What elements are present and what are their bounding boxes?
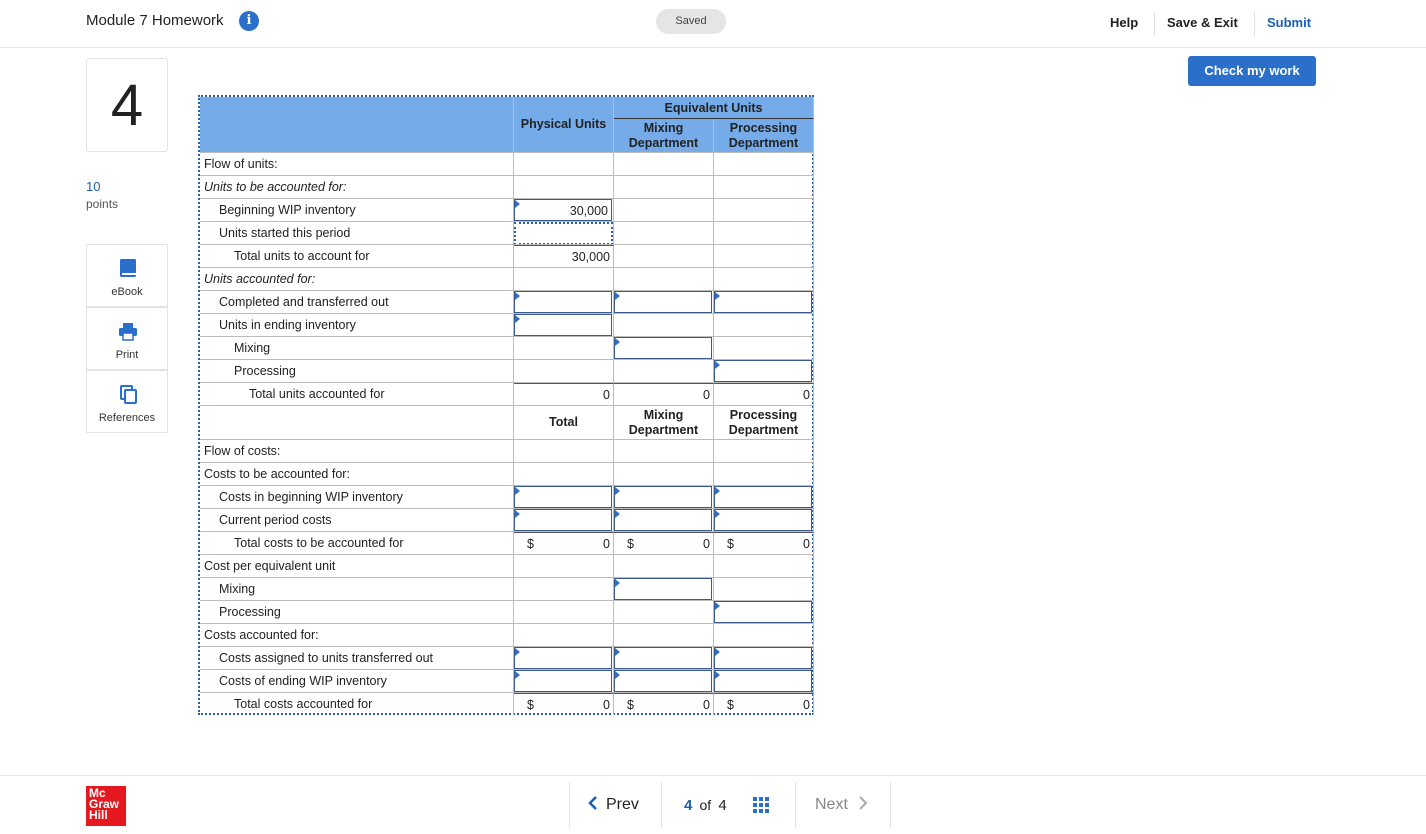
input-cell <box>514 486 614 509</box>
input-cell <box>514 647 614 670</box>
beginning-wip-value: 30,000 <box>569 204 608 218</box>
help-link[interactable]: Help <box>1110 15 1139 30</box>
prev-button[interactable] <box>569 782 661 828</box>
total-units-accounted-processing: 0 <box>714 383 814 406</box>
next-label: Next <box>815 796 848 813</box>
empty-cell <box>614 222 714 245</box>
points-value: 10 <box>86 179 101 194</box>
empty-cell <box>514 578 614 601</box>
empty-cell <box>714 578 814 601</box>
input-cell <box>714 647 814 670</box>
total-units-to-account-label: Total units to account for <box>200 245 514 268</box>
beginning-wip-physical-input[interactable] <box>514 199 612 221</box>
total-costs-accounted-processing-value: 0 <box>803 698 810 712</box>
empty-cell <box>714 555 814 578</box>
top-bar <box>0 0 1426 48</box>
total-costs-to-account-mixing <box>614 532 714 555</box>
completed-physical-input[interactable] <box>514 291 612 313</box>
currency-symbol: $ <box>627 698 634 712</box>
currency-symbol: $ <box>727 698 734 712</box>
units-to-account-label: Units to be accounted for: <box>200 176 514 199</box>
empty-cell <box>514 337 614 360</box>
empty-cell <box>614 268 714 291</box>
total-units-accounted-mixing: 0 <box>614 383 714 406</box>
input-cell <box>514 509 614 532</box>
cost-per-eu-label: Cost per equivalent unit <box>200 555 514 578</box>
empty-cell <box>614 624 714 647</box>
chevron-left-icon <box>588 796 598 810</box>
input-cell <box>614 291 714 314</box>
total-costs-to-account-total-value: 0 <box>603 537 610 551</box>
question-number-box <box>86 58 168 152</box>
next-button[interactable] <box>795 782 891 828</box>
completed-processing-input[interactable] <box>714 291 812 313</box>
ending-processing-label: Processing <box>200 360 514 383</box>
divider <box>1154 12 1155 36</box>
units-started-physical-input[interactable] <box>514 222 613 245</box>
empty-cell <box>714 199 814 222</box>
total-pages: 4 <box>718 797 727 814</box>
empty-cell <box>714 268 814 291</box>
costs-to-account-label: Costs to be accounted for: <box>200 463 514 486</box>
completed-mixing-input[interactable] <box>614 291 712 313</box>
mixing-department-cost-header: Mixing Department <box>614 406 714 440</box>
points-label: points <box>86 197 119 211</box>
current-costs-total-input[interactable] <box>514 509 612 531</box>
empty-cell <box>614 555 714 578</box>
costs-transferred-mixing-input[interactable] <box>614 647 712 669</box>
empty-cell <box>714 314 814 337</box>
costs-transferred-total-input[interactable] <box>514 647 612 669</box>
book-icon <box>118 257 138 279</box>
ebook-label: eBook <box>111 286 143 298</box>
beginning-wip-label: Beginning WIP inventory <box>200 199 514 222</box>
info-icon[interactable]: i <box>239 11 259 31</box>
equivalent-units-header: Equivalent Units <box>614 97 814 119</box>
grid-icon[interactable] <box>753 797 770 814</box>
references-label: References <box>98 412 156 424</box>
total-costs-accounted-label: Total costs accounted for <box>200 693 514 715</box>
empty-cell <box>714 440 814 463</box>
total-header: Total <box>514 406 614 440</box>
total-units-to-account-value: 30,000 <box>514 245 614 268</box>
mcgraw-hill-logo <box>86 786 126 826</box>
input-cell <box>614 647 714 670</box>
input-cell <box>714 601 814 624</box>
completed-transferred-label: Completed and transferred out <box>200 291 514 314</box>
page-of: of <box>699 797 712 813</box>
current-period-costs-label: Current period costs <box>200 509 514 532</box>
total-costs-accounted-total-value: 0 <box>603 698 610 712</box>
empty-cell <box>614 199 714 222</box>
logo-line: Hill <box>89 808 108 822</box>
input-cell <box>614 337 714 360</box>
saved-status-badge: Saved <box>656 9 726 34</box>
currency-symbol: $ <box>527 537 534 551</box>
currency-symbol: $ <box>627 537 634 551</box>
ending-processing-input[interactable] <box>714 360 812 382</box>
total-costs-accounted-total <box>514 693 614 715</box>
total-costs-accounted-processing <box>714 693 814 715</box>
input-cell <box>714 486 814 509</box>
empty-cell <box>514 440 614 463</box>
ending-inventory-physical-input[interactable] <box>514 314 612 336</box>
units-started-label: Units started this period <box>200 222 514 245</box>
print-label: Print <box>115 349 139 361</box>
input-cell <box>714 291 814 314</box>
processing-department-cost-header: Processing Department <box>714 406 814 440</box>
costs-ending-wip-label: Costs of ending WIP inventory <box>200 670 514 693</box>
ending-mixing-label: Mixing <box>200 337 514 360</box>
divider <box>1254 12 1255 36</box>
total-costs-accounted-mixing-value: 0 <box>703 698 710 712</box>
current-page: 4 <box>684 797 693 814</box>
processing-department-header: Processing Department <box>714 119 814 153</box>
check-my-work-button[interactable]: Check my work <box>1188 56 1316 86</box>
costs-beginning-wip-label: Costs in beginning WIP inventory <box>200 486 514 509</box>
empty-cell <box>614 153 714 176</box>
question-number: 4 <box>110 73 144 138</box>
input-cell <box>714 670 814 693</box>
empty-cell <box>614 176 714 199</box>
total-costs-to-account-processing <box>714 532 814 555</box>
empty-cell <box>514 555 614 578</box>
current-costs-processing-input[interactable] <box>714 509 812 531</box>
physical-units-header: Physical Units <box>514 97 614 153</box>
costs-transferred-label: Costs assigned to units transferred out <box>200 647 514 670</box>
empty-cell <box>614 360 714 383</box>
total-costs-to-account-processing-value: 0 <box>803 537 810 551</box>
input-cell <box>514 222 614 245</box>
mixing-department-header: Mixing Department <box>614 119 714 153</box>
costs-beginning-mixing-input[interactable] <box>614 486 712 508</box>
input-cell <box>714 360 814 383</box>
costs-beginning-total-input[interactable] <box>514 486 612 508</box>
copy-icon <box>118 383 138 405</box>
total-costs-to-account-total <box>514 532 614 555</box>
assignment-title: Module 7 Homework <box>86 12 224 29</box>
logo-line: Graw <box>89 797 120 811</box>
currency-symbol: $ <box>727 537 734 551</box>
costs-transferred-processing-input[interactable] <box>714 647 812 669</box>
cpu-mixing-input[interactable] <box>614 578 712 600</box>
costs-ending-processing-input[interactable] <box>714 670 812 692</box>
empty-cell <box>714 153 814 176</box>
empty-cell <box>514 153 614 176</box>
costs-ending-total-input[interactable] <box>514 670 612 692</box>
empty-cell <box>714 337 814 360</box>
print-button[interactable] <box>86 307 168 370</box>
chevron-right-icon <box>858 796 868 810</box>
references-button[interactable] <box>86 370 168 433</box>
cpu-processing-label: Processing <box>200 601 514 624</box>
costs-ending-mixing-input[interactable] <box>614 670 712 692</box>
currency-symbol: $ <box>527 698 534 712</box>
input-cell <box>514 199 614 222</box>
cpu-mixing-label: Mixing <box>200 578 514 601</box>
total-units-accounted-physical: 0 <box>514 383 614 406</box>
submit-link[interactable]: Submit <box>1267 15 1312 30</box>
ending-inventory-label: Units in ending inventory <box>200 314 514 337</box>
logo-line: Mc <box>89 786 106 800</box>
input-cell <box>514 291 614 314</box>
costs-accounted-label: Costs accounted for: <box>200 624 514 647</box>
worksheet-table <box>198 95 814 715</box>
input-cell <box>614 486 714 509</box>
printer-icon <box>118 320 138 342</box>
empty-cell <box>514 463 614 486</box>
empty-cell <box>514 624 614 647</box>
page-indicator[interactable] <box>661 782 795 828</box>
input-cell <box>514 670 614 693</box>
input-cell <box>714 509 814 532</box>
total-units-accounted-label: Total units accounted for <box>200 383 514 406</box>
empty-cell <box>514 601 614 624</box>
header-label-cell <box>200 97 514 153</box>
empty-cell <box>514 360 614 383</box>
prev-label: Prev <box>606 796 639 813</box>
current-costs-mixing-input[interactable] <box>614 509 712 531</box>
empty-cell <box>714 222 814 245</box>
empty-cell <box>614 463 714 486</box>
input-cell <box>614 578 714 601</box>
empty-cell <box>614 601 714 624</box>
ebook-button[interactable] <box>86 244 168 307</box>
empty-cell <box>714 463 814 486</box>
ending-mixing-input[interactable] <box>614 337 712 359</box>
total-costs-accounted-mixing <box>614 693 714 715</box>
empty-cell <box>714 245 814 268</box>
empty-cell <box>714 176 814 199</box>
empty-cell <box>514 268 614 291</box>
empty-cell <box>200 406 514 440</box>
units-accounted-label: Units accounted for: <box>200 268 514 291</box>
empty-cell <box>614 440 714 463</box>
flow-of-costs-label: Flow of costs: <box>200 440 514 463</box>
costs-beginning-processing-input[interactable] <box>714 486 812 508</box>
total-costs-to-account-label: Total costs to be accounted for <box>200 532 514 555</box>
empty-cell <box>714 624 814 647</box>
empty-cell <box>614 245 714 268</box>
cpu-processing-input[interactable] <box>714 601 812 623</box>
input-cell <box>514 314 614 337</box>
empty-cell <box>614 314 714 337</box>
total-costs-to-account-mixing-value: 0 <box>703 537 710 551</box>
flow-of-units-label: Flow of units: <box>200 153 514 176</box>
input-cell <box>614 670 714 693</box>
save-exit-link[interactable]: Save & Exit <box>1167 15 1238 30</box>
empty-cell <box>514 176 614 199</box>
input-cell <box>614 509 714 532</box>
